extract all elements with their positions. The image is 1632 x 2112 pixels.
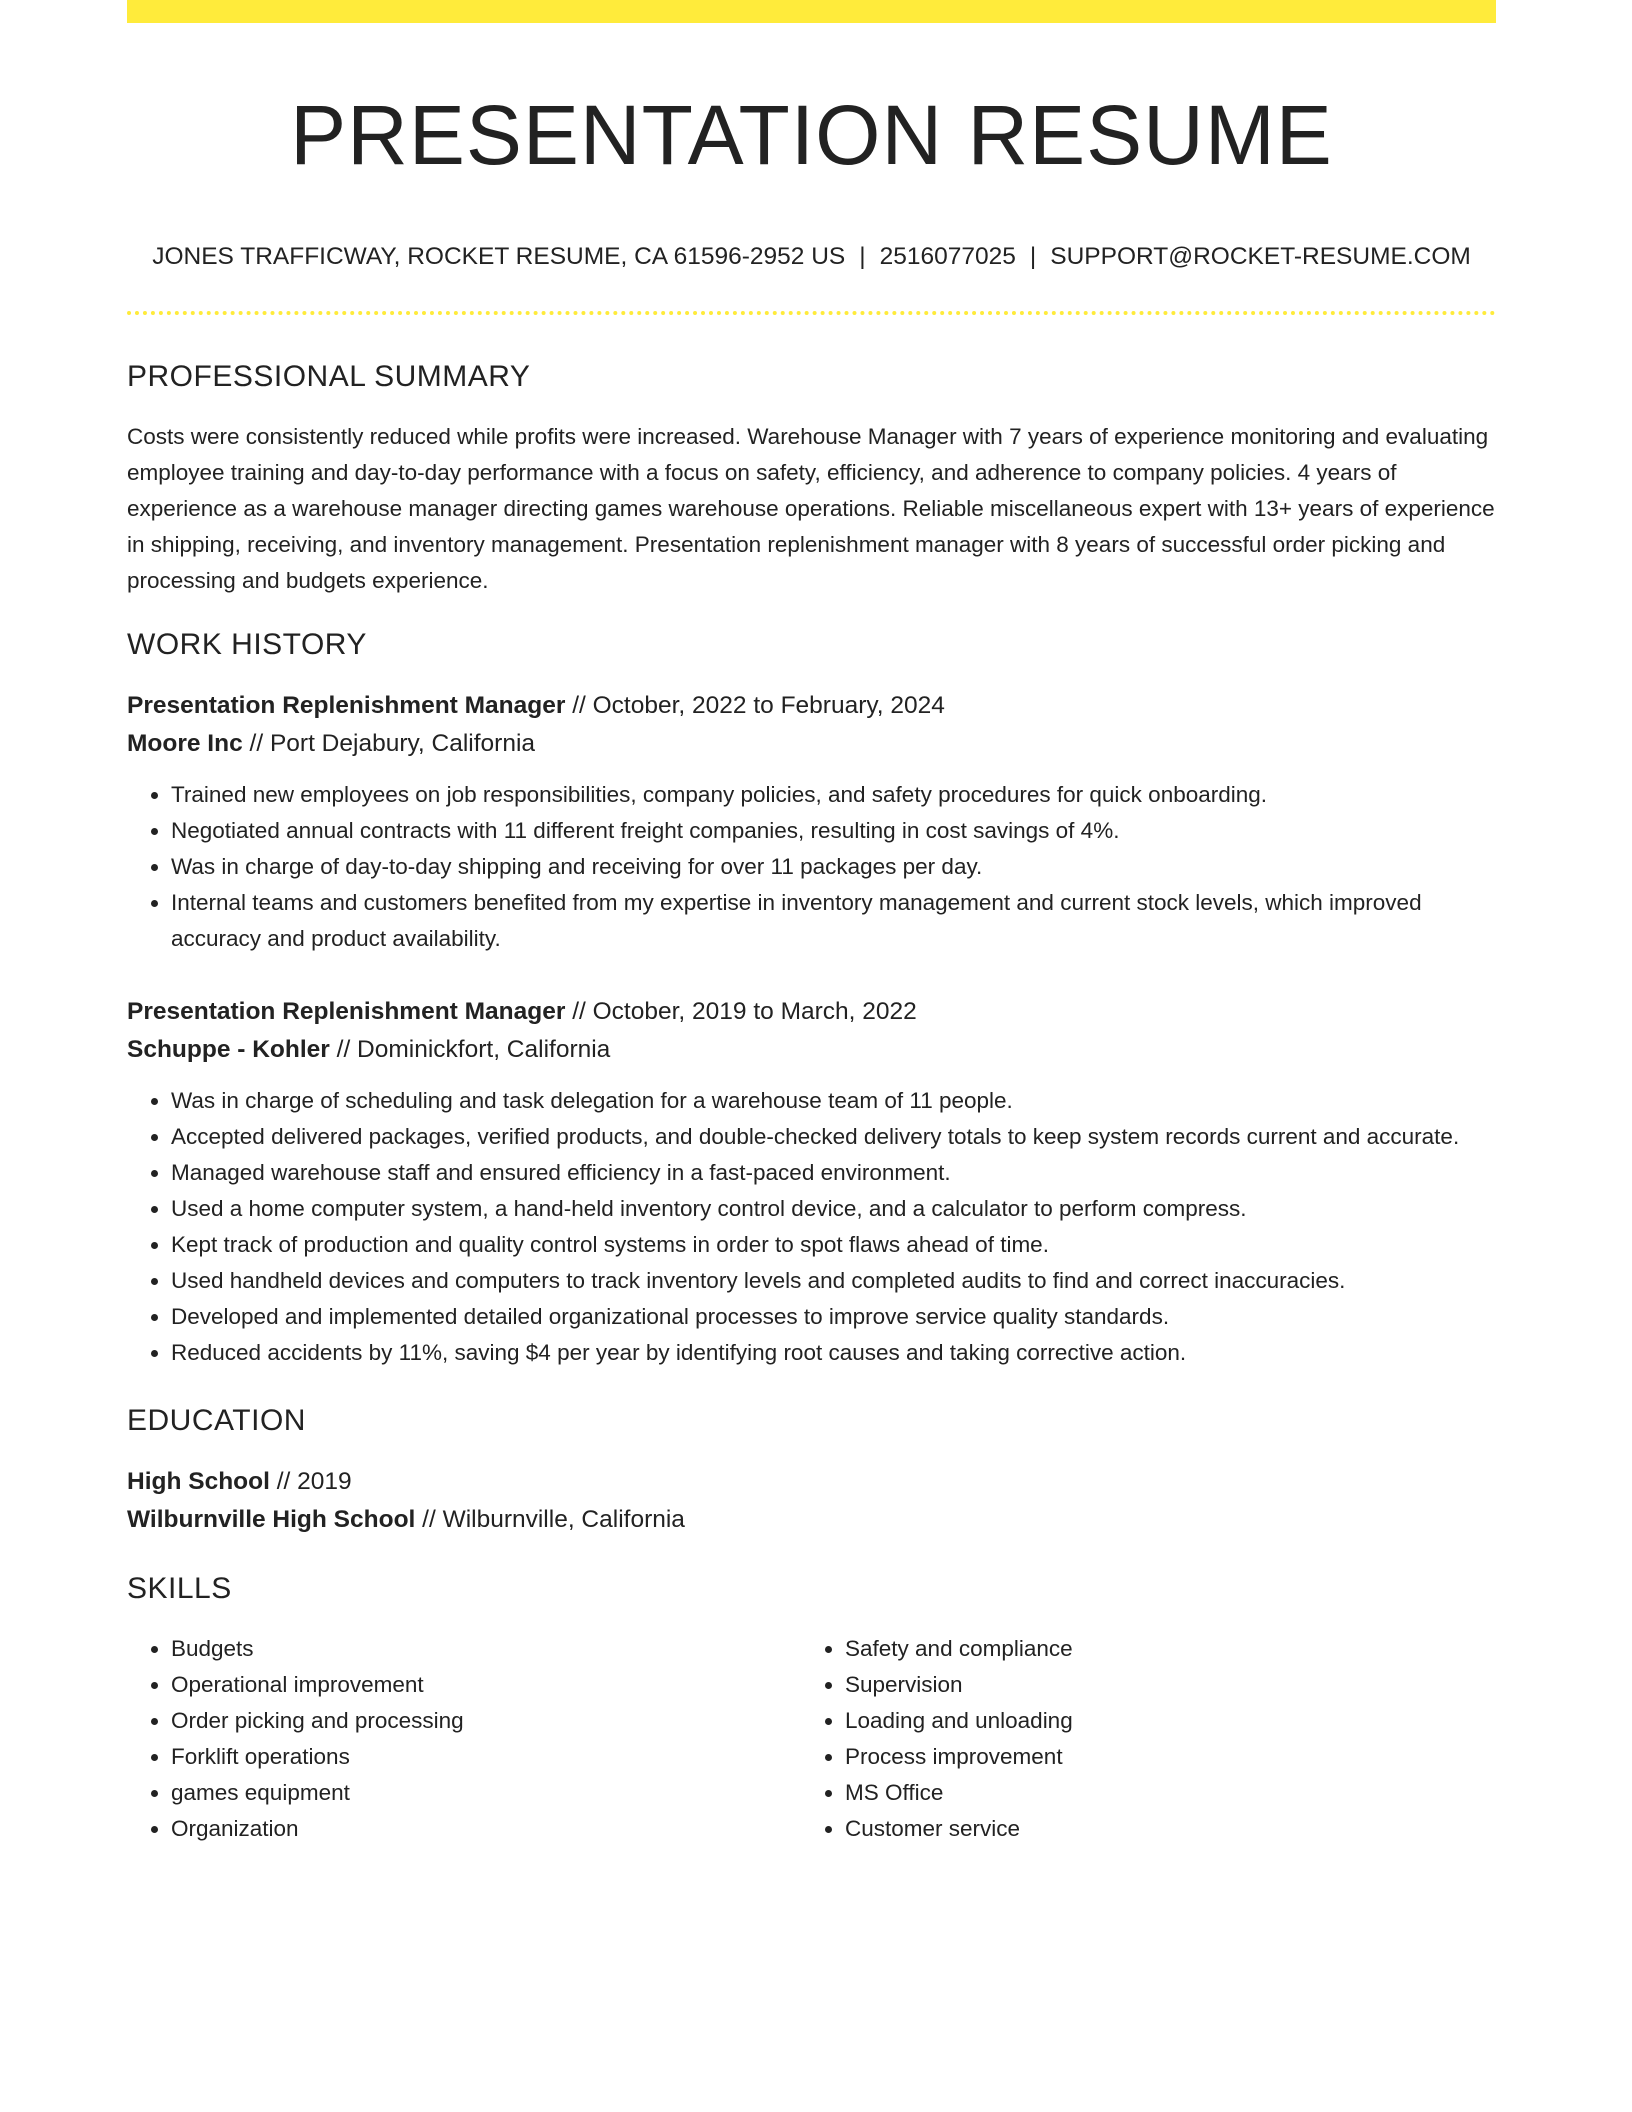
list-item: • Was in charge of day-to-day shipping and receiving for over 11 packages per day. bbox=[171, 849, 1496, 885]
job-role: Presentation Replenishment Manager bbox=[127, 998, 566, 1025]
list-item: • Trained new employees on job responsibilities, company policies, and safety procedures for quick onboarding. bbox=[171, 777, 1496, 813]
contact-separator: | bbox=[859, 243, 866, 270]
resume-page bbox=[127, 0, 1496, 1847]
list-item: • games equipment bbox=[171, 1775, 801, 1811]
job-company: Moore Inc bbox=[127, 730, 243, 757]
skills-column-2 bbox=[801, 1631, 1485, 1847]
list-item: • Used handheld devices and computers to track inventory levels and completed audits to find and correct inaccuracies. bbox=[171, 1263, 1496, 1299]
job-location: // Port Dejabury, California bbox=[242, 730, 536, 757]
job-location: // Dominickfort, California bbox=[329, 1036, 611, 1063]
job-title-line bbox=[127, 687, 1496, 725]
list-item: • Loading and unloading bbox=[845, 1703, 1485, 1739]
contact-line bbox=[127, 241, 1496, 273]
job-dates: // October, 2022 to February, 2024 bbox=[565, 692, 945, 719]
skills-list bbox=[127, 1631, 1496, 1847]
summary-heading: PROFESSIONAL SUMMARY bbox=[127, 360, 531, 393]
list-item: • Order picking and processing bbox=[171, 1703, 801, 1739]
email: SUPPORT@ROCKET-RESUME.COM bbox=[1050, 243, 1471, 270]
skills-column-1 bbox=[127, 1631, 801, 1847]
education-year: // 2019 bbox=[269, 1468, 352, 1495]
list-item: • Reduced accidents by 11%, saving $4 per year by identifying root causes and taking corrective action. bbox=[171, 1335, 1496, 1371]
job-company-line bbox=[127, 1031, 1496, 1069]
job-title-line bbox=[127, 993, 1496, 1031]
list-item: • MS Office bbox=[845, 1775, 1485, 1811]
list-item: • Internal teams and customers benefited from my expertise in inventory management and current stock levels, which improved accuracy and product availability. bbox=[171, 885, 1496, 957]
list-item: • Accepted delivered packages, verified products, and double-checked delivery totals to keep system records current and accurate. bbox=[171, 1119, 1496, 1155]
resume-title: PRESENTATION RESUME bbox=[290, 88, 1333, 182]
education-entry bbox=[127, 1463, 1496, 1539]
work-history-heading: WORK HISTORY bbox=[127, 628, 367, 661]
phone: 2516077025 bbox=[879, 243, 1016, 270]
list-item: • Process improvement bbox=[845, 1739, 1485, 1775]
job-bullets bbox=[127, 1083, 1496, 1371]
education-location: // Wilburnville, California bbox=[415, 1506, 685, 1533]
job-dates: // October, 2019 to March, 2022 bbox=[565, 998, 917, 1025]
list-item: • Used a home computer system, a hand-held inventory control device, and a calculator to perform compress. bbox=[171, 1191, 1496, 1227]
top-accent-bar bbox=[127, 0, 1496, 23]
contact-separator: | bbox=[1029, 243, 1037, 270]
list-item: • Organization bbox=[171, 1811, 801, 1847]
list-item: • Supervision bbox=[845, 1667, 1485, 1703]
address: JONES TRAFFICWAY, ROCKET RESUME, CA 61596-2952 US bbox=[152, 243, 846, 270]
job-bullets bbox=[127, 777, 1496, 957]
list-item: • Customer service bbox=[845, 1811, 1485, 1847]
dotted-divider bbox=[127, 311, 1496, 315]
education-degree: High School bbox=[127, 1468, 270, 1495]
education-heading: EDUCATION bbox=[127, 1404, 306, 1437]
job-entry bbox=[127, 687, 1496, 957]
list-item: • Budgets bbox=[171, 1631, 801, 1667]
education-school-line bbox=[127, 1501, 1496, 1539]
job-role: Presentation Replenishment Manager bbox=[127, 692, 566, 719]
list-item: • Kept track of production and quality control systems in order to spot flaws ahead of time. bbox=[171, 1227, 1496, 1263]
skills-heading: SKILLS bbox=[127, 1572, 232, 1605]
education-degree-line bbox=[127, 1463, 1496, 1501]
list-item: • Was in charge of scheduling and task delegation for a warehouse team of 11 people. bbox=[171, 1083, 1496, 1119]
list-item: • Developed and implemented detailed organizational processes to improve service quality standards. bbox=[171, 1299, 1496, 1335]
list-item: • Managed warehouse staff and ensured efficiency in a fast-paced environment. bbox=[171, 1155, 1496, 1191]
job-company: Schuppe - Kohler bbox=[127, 1036, 330, 1063]
list-item: • Negotiated annual contracts with 11 different freight companies, resulting in cost savings of 4%. bbox=[171, 813, 1496, 849]
list-item: • Safety and compliance bbox=[845, 1631, 1485, 1667]
summary-text: Costs were consistently reduced while profits were increased. Warehouse Manager with 7 years of experience monitoring and evaluating employee training and day-to-day performance with a focus on safety, efficiency, and adherence to company policies. 4 years of experience as a warehouse manager directing games warehouse operations. Reliable miscellaneous expert with 13+ years of experience in shipping, receiving, and inventory management. Presentation replenishment manager with 8 years of successful order picking and processing and budgets experience. bbox=[127, 424, 1495, 593]
job-company-line bbox=[127, 725, 1496, 763]
list-item: • Operational improvement bbox=[171, 1667, 801, 1703]
list-item: • Forklift operations bbox=[171, 1739, 801, 1775]
job-entry bbox=[127, 993, 1496, 1371]
education-school: Wilburnville High School bbox=[127, 1506, 416, 1533]
